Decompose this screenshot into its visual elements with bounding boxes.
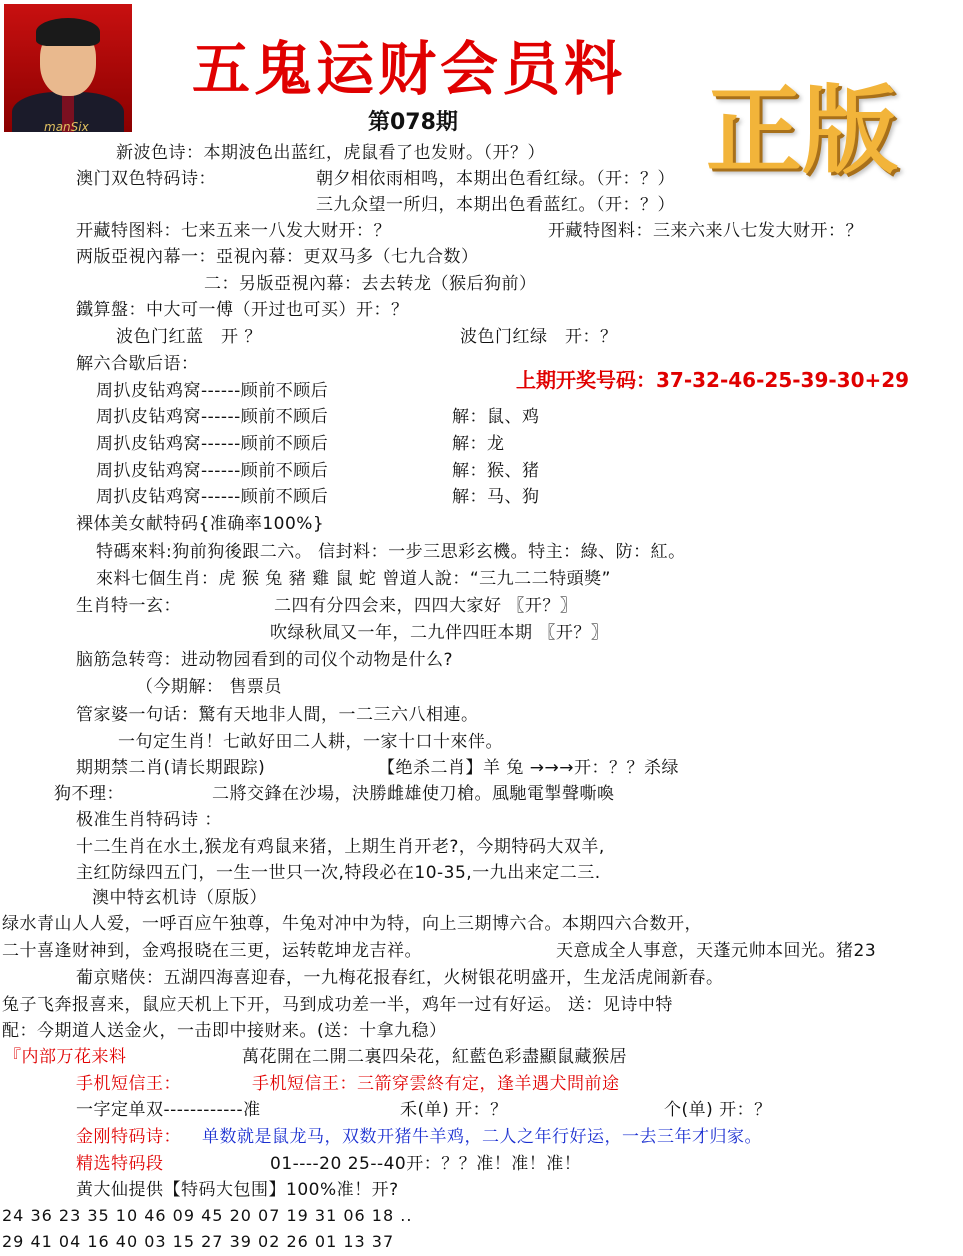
lisboa-gambler-poem: 葡京赌侠：五湖四海喜迎春，一九梅花报春红，火树银花明盛开，生龙活虎闹新春。 xyxy=(76,968,724,988)
macau-color-poem-line2: 三九众望一所归，本期出色看蓝红。（开：？） xyxy=(316,195,675,215)
zodiac-mystery-label: 生肖特一玄： xyxy=(76,596,181,616)
portrait-photo xyxy=(4,4,132,132)
diamond-poem-label: 金刚特码诗： xyxy=(76,1127,181,1147)
units-odd-even: 个(单) 开：？ xyxy=(664,1100,772,1120)
wave-door-red-green: 波色门红绿 开：？ xyxy=(460,327,618,347)
riddle-answer: 解：鼠、鸡 xyxy=(452,407,540,427)
big-wrap-heading: 黄大仙提供【特码大包围】100%准！开? xyxy=(76,1180,399,1200)
housekeeper-quote: 管家婆一句话：驚有天地非人間，一二三六八相連。 xyxy=(76,705,479,725)
riddle-heading: 解六合歇后语： xyxy=(76,354,199,374)
special-code-accuracy: 裸体美女献特码{准确率100%} xyxy=(76,514,325,534)
riddle-answer: 解：马、狗 xyxy=(452,487,540,507)
treasure-map-2: 开藏特图料：三来六来八七发大财开：？ xyxy=(548,221,863,241)
issue-number: 第078期 xyxy=(368,110,458,135)
page-title: 五鬼运财会员料 xyxy=(192,35,627,103)
daoist-gift-line: 配：今期道人送金火，一击即中接财来。(送：十拿九稳） xyxy=(2,1021,447,1041)
macau-color-poem-label: 澳门双色特码诗： xyxy=(76,169,216,189)
goubuli-label: 狗不理： xyxy=(54,784,124,804)
zodiac-mystery-line2: 吹绿秋凬又一年，二九伴四旺本期 〖开？〗 xyxy=(270,623,609,643)
photo-caption: manSix xyxy=(44,120,89,132)
wave-color-poem: 新波色诗：本期波色出蓝红，虎鼠看了也发财。（开？） xyxy=(116,143,545,163)
selected-range-label: 精选特码段 xyxy=(76,1154,164,1174)
rabbit-poem: 兔子飞奔报喜来，鼠应天机上下开，马到成功差一半，鸡年一过有好运。 送：见诗中特 xyxy=(2,995,673,1015)
flower-source-label: 『内部万花来料 xyxy=(4,1047,127,1067)
sms-king-text: 手机短信王：三箭穿雲終有定，逢羊遇犬問前途 xyxy=(252,1074,620,1094)
selected-range-value: 01----20 25--40开：？？准！准！准！ xyxy=(270,1154,582,1174)
riddle-line: 周扒皮钻鸡窝------顾前不顾后 xyxy=(96,487,329,507)
special-code-source: 特碼來料:狗前狗後跟二六。 信封料：一步三思彩玄機。特主：綠、防：紅。 xyxy=(96,542,686,562)
macau-poem-line2a: 二十喜逢财神到，金鸡报晓在三更，运转乾坤龙吉祥。 xyxy=(2,941,422,961)
atv-insider-2: 二：另版亞視內幕：去去转龙（猴后狗前） xyxy=(204,274,537,294)
macau-color-poem-line1: 朝夕相依雨相鸣，本期出色看红绿。（开：？） xyxy=(316,169,675,189)
last-draw-numbers: 上期开奖号码：37-32-46-25-39-30+29 xyxy=(516,368,910,392)
riddle-line: 周扒皮钻鸡窝------顾前不顾后 xyxy=(96,461,329,481)
tens-odd-even: 禾(单) 开：？ xyxy=(400,1100,508,1120)
odd-even-label: 一字定单双------------准 xyxy=(76,1100,261,1120)
goubuli-poem: 二將交鋒在沙場，決勝雌雄使刀槍。風馳電掣聲嘶喚 xyxy=(212,784,615,804)
riddle-answer: 解：龙 xyxy=(452,434,505,454)
riddle-line: 周扒皮钻鸡窝------顾前不顾后 xyxy=(96,434,329,454)
sms-king-label: 手机短信王： xyxy=(76,1074,181,1094)
seven-zodiac-source: 來料七個生肖：虎 猴 兔 豬 雞 鼠 蛇 曾道人說：“三九二二特頭獎” xyxy=(96,569,611,589)
macau-poem-heading: 澳中特玄机诗（原版） xyxy=(92,888,267,908)
number-row-2: 29 41 04 16 40 03 15 27 39 02 26 01 13 37 xyxy=(2,1232,395,1251)
flower-source-text: 萬花開在二開二裏四朵花，紅藍色彩盡顯鼠藏猴居 xyxy=(242,1047,627,1067)
zodiac-poem-line1: 十二生肖在水土,猴龙有鸡鼠来猪，上期生肖开老?，今期特码大双羊, xyxy=(76,837,605,857)
zodiac-poem-line2: 主红防绿四五门，一生一世只一次,特段必在10-35,一九出来定二三. xyxy=(76,863,601,883)
portrait-hair xyxy=(36,18,100,46)
treasure-map-1: 开藏特图料：七来五来一八发大财开：？ xyxy=(76,221,391,241)
genuine-stamp: 正版 xyxy=(706,74,898,187)
diamond-poem-text: 单数就是鼠龙马，双数开猪牛羊鸡，二人之年行好运，一去三年才归家。 xyxy=(202,1127,762,1147)
banned-zodiac-value: 【绝杀二肖】羊 兔 →→→开：？？杀绿 xyxy=(378,758,680,778)
brain-teaser-answer: （今期解： 售票员 xyxy=(136,677,282,697)
zodiac-poem-heading: 极准生肖特码诗 ： xyxy=(76,810,222,830)
riddle-line: 周扒皮钻鸡窝------顾前不顾后 xyxy=(96,381,329,401)
iron-abacus: 鐵算盤：中大可一傅（开过也可买）开：？ xyxy=(76,300,409,320)
zodiac-mystery-line1: 二四有分四会来，四四大家好 〖开？〗 xyxy=(274,596,578,616)
atv-insider-1: 两版亞視內幕一：亞視內幕：更双马多（七九合数） xyxy=(76,247,479,267)
riddle-line: 周扒皮钻鸡窝------顾前不顾后 xyxy=(96,407,329,427)
wave-door-red-blue: 波色门红蓝 开 ？ xyxy=(116,327,262,347)
number-row-1: 24 36 23 35 10 46 09 45 20 07 19 31 06 18 .. xyxy=(2,1206,413,1225)
macau-poem-line1: 绿水青山人人爱，一呼百应午独尊，牛兔对冲中为特，向上三期博六合。本期四六合数开， xyxy=(2,914,702,934)
one-zodiac-line: 一句定生肖！七畝好田二人耕，一家十口十來伴。 xyxy=(118,732,503,752)
banned-zodiac-label: 期期禁二肖(请长期跟踪) xyxy=(76,758,266,778)
riddle-answer: 解：猴、猪 xyxy=(452,461,540,481)
brain-teaser: 脑筋急转弯：进动物园看到的司仪个动物是什么? xyxy=(76,650,454,670)
macau-poem-line2b: 天意成全人事意，天蓬元帅本回光。猪23 xyxy=(556,941,877,961)
